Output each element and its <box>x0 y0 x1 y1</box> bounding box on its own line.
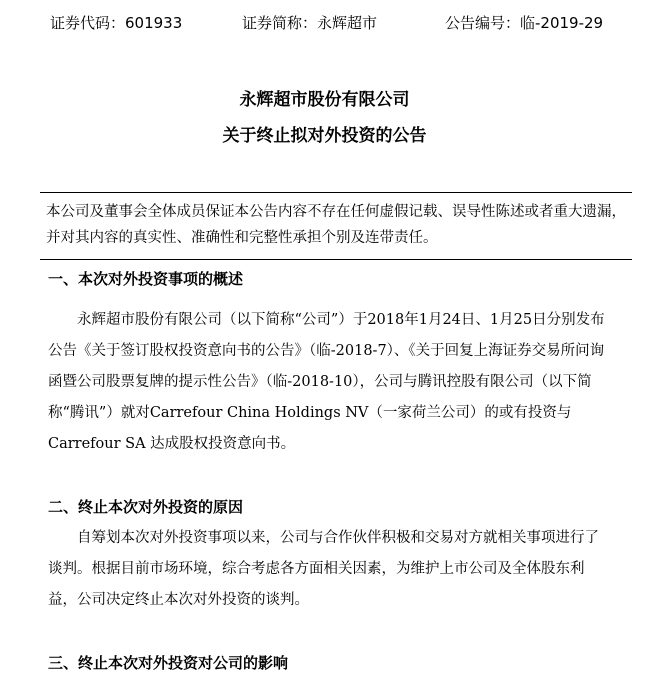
document-header <box>50 12 610 34</box>
board-guarantee-statement: 本公司及董事会全体成员保证本公告内容不存在任何虚假记载、误导性陈述或者重大遗漏，并对其内容的真实性、准确性和完整性承担个别及连带责任。 <box>40 192 632 260</box>
section-heading-impact: 三、终止本次对外投资对公司的影响 <box>48 654 289 672</box>
section-body-reason: 自筹划本次对外投资事项以来，公司与合作伙伴积极和交易对方就相关事项进行了谈判。根据目前市场环境，综合考虑各方面相关因素，为维护上市公司及全体股东利益，公司决定终止本次对外投资的谈判。 <box>48 530 599 608</box>
announcement-title: 关于终止拟对外投资的公告 <box>222 126 427 146</box>
stock-abbreviation: 证券简称：永辉超市 <box>242 14 378 32</box>
notice-number: 公告编号：临-2019-29 <box>445 14 604 32</box>
section-heading-reason: 二、终止本次对外投资的原因 <box>48 498 244 516</box>
company-title: 永辉超市股份有限公司 <box>239 90 410 110</box>
stock-code: 证券代码：601933 <box>50 14 183 32</box>
section-body-overview: 永辉超市股份有限公司（以下简称“公司”）于2018年1月24日、1月25日分别发布公告《关于签订股权投资意向书的公告》（临-2018-7）、《关于回复上海证券交易所问询函暨公司股票复牌的提示性公告》（临-2018-10），公司与腾讯控股有限公司（以下简称“腾讯”）就对Carrefour China Holdings NV（一家荷兰公司）的或有投资与Carrefour SA 达成股权投资意向书。 <box>48 312 605 452</box>
section-heading-overview: 一、本次对外投资事项的概述 <box>48 270 244 288</box>
